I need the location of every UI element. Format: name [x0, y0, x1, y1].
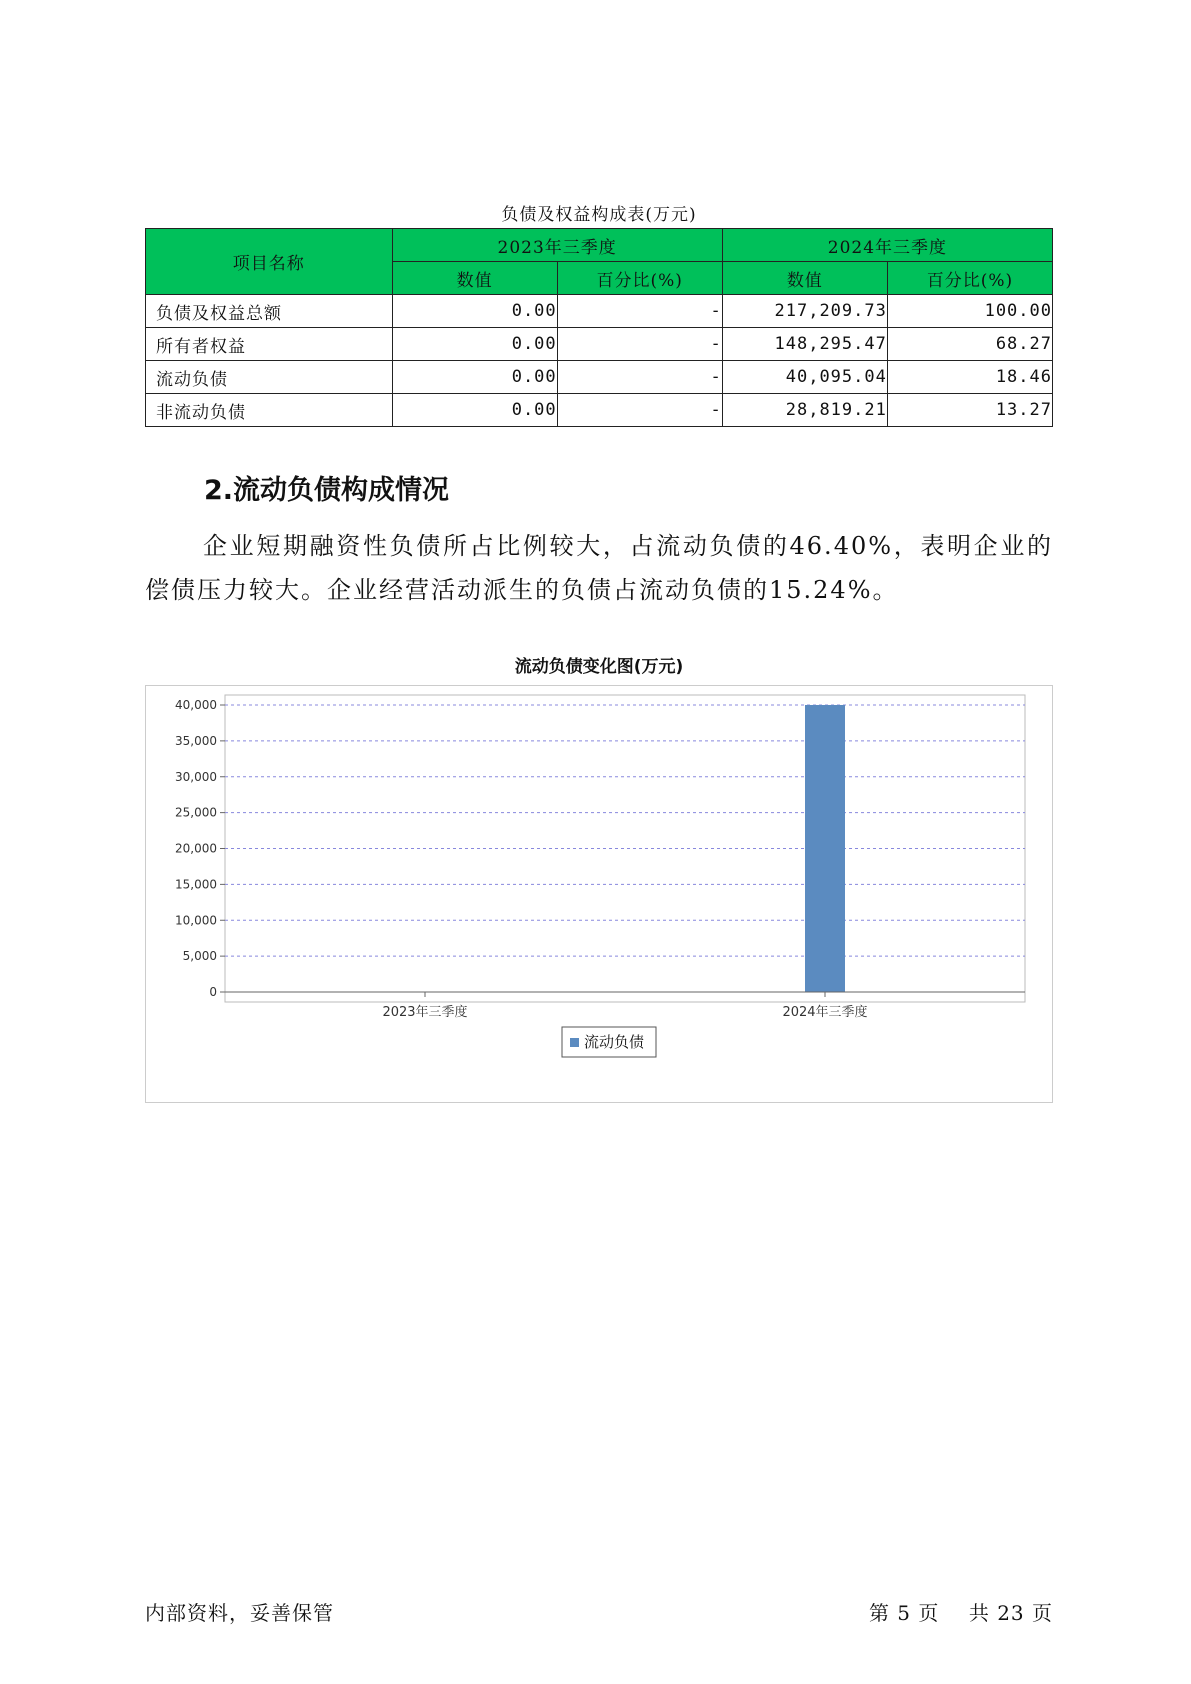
footer-total-number: 23: [997, 1601, 1025, 1625]
row-pct-2023: -: [557, 328, 722, 361]
footer-page-suffix: 页: [918, 1601, 940, 1625]
x-tick-label: 2024年三季度: [782, 1005, 868, 1020]
footer-page-prefix: 第: [868, 1601, 890, 1625]
row-value-2023: 0.00: [392, 328, 557, 361]
y-tick-label: 0: [209, 985, 217, 999]
y-tick-label: 25,000: [175, 805, 217, 820]
table-row: [146, 295, 1053, 328]
row-pct-2024: 100.00: [887, 295, 1052, 328]
footer-page-number: 5: [897, 1601, 912, 1625]
legend-swatch: [570, 1038, 579, 1047]
row-value-2024: 217,209.73: [722, 295, 887, 328]
footer-confidential-note: 内部资料，妥善保管: [145, 1601, 334, 1625]
y-tick-label: 20,000: [175, 841, 217, 856]
row-pct-2023: -: [557, 361, 722, 394]
row-pct-2024: 13.27: [887, 394, 1052, 427]
section-paragraph: 企业短期融资性负债所占比例较大，占流动负债的46.40%，表明企业的偿债压力较大。企业经营活动派生的负债占流动负债的15.24%。: [145, 532, 1053, 604]
row-value-2023: 0.00: [392, 361, 557, 394]
header-pct-2023: 百分比(%): [557, 262, 722, 295]
footer-page-info: [869, 1597, 1053, 1626]
chart-title: 流动负债变化图(万元): [514, 657, 684, 677]
table-row: [146, 361, 1053, 394]
table-caption: 负债及权益构成表(万元): [501, 205, 697, 225]
section-heading: 2.流动负债构成情况: [204, 475, 450, 506]
header-value-2024: 数值: [722, 262, 887, 295]
row-value-2023: 0.00: [392, 295, 557, 328]
header-pct-2024: 百分比(%): [887, 262, 1052, 295]
table-row: [146, 394, 1053, 427]
row-value-2024: 40,095.04: [722, 361, 887, 394]
y-tick-label: 35,000: [175, 733, 217, 748]
y-tick-label: 30,000: [175, 769, 217, 784]
y-tick-label: 15,000: [175, 877, 217, 892]
row-value-2023: 0.00: [392, 394, 557, 427]
liabilities-equity-table: [145, 228, 1053, 427]
x-tick-label: 2023年三季度: [382, 1005, 468, 1020]
row-pct-2024: 18.46: [887, 361, 1052, 394]
y-tick-label: 40,000: [175, 698, 217, 712]
bar: [805, 705, 845, 992]
row-pct-2024: 68.27: [887, 328, 1052, 361]
chart-legend: [562, 1027, 656, 1057]
y-tick-label: 5,000: [182, 949, 217, 964]
row-value-2024: 148,295.47: [722, 328, 887, 361]
header-period-2024: 2024年三季度: [722, 229, 1052, 262]
header-item-name: 项目名称: [146, 229, 393, 295]
row-pct-2023: -: [557, 295, 722, 328]
current-liabilities-chart: [145, 685, 1053, 1105]
footer-total-suffix: 页: [1032, 1601, 1053, 1625]
row-pct-2023: -: [557, 394, 722, 427]
row-name: 流动负债: [146, 361, 393, 394]
y-tick-label: 10,000: [175, 913, 217, 928]
row-name: 所有者权益: [146, 328, 393, 361]
row-name: 非流动负债: [146, 394, 393, 427]
row-name: 负债及权益总额: [146, 295, 393, 328]
table-row: [146, 328, 1053, 361]
header-value-2023: 数值: [392, 262, 557, 295]
header-period-2023: 2023年三季度: [392, 229, 722, 262]
legend-label: 流动负债: [584, 1033, 645, 1051]
footer-total-prefix: 共: [968, 1601, 990, 1625]
row-value-2024: 28,819.21: [722, 394, 887, 427]
